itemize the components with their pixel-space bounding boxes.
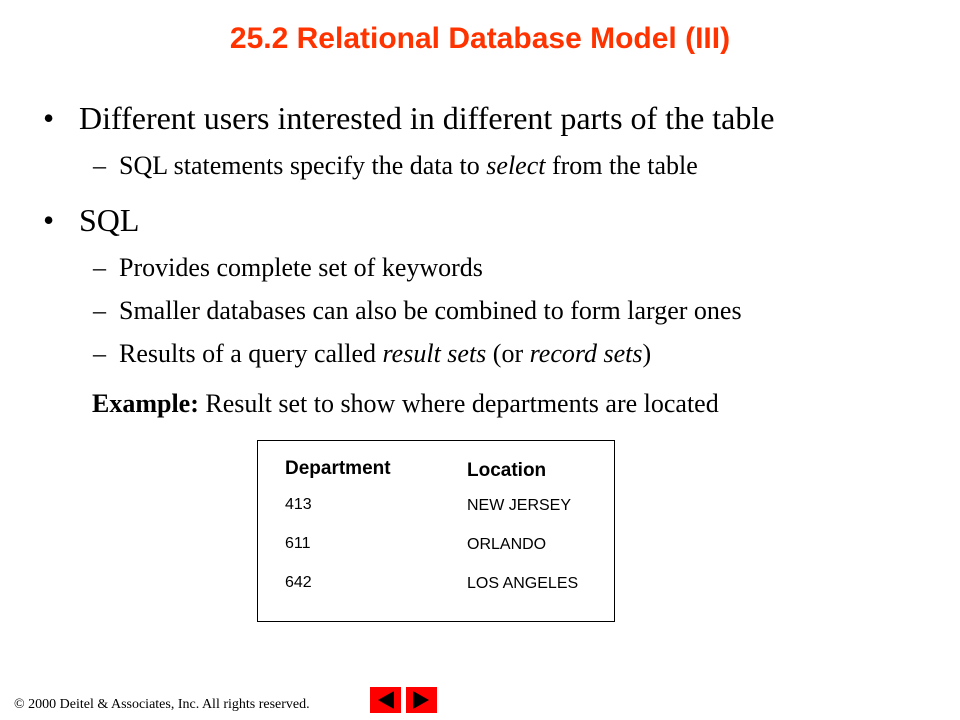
dash-symbol: – [93,253,106,282]
bullet-symbol: • [43,100,55,136]
sub-bullet-item [93,339,652,369]
emphasis-text: select [486,151,546,180]
table-cell: 611 [285,535,311,552]
result-set-table [257,440,615,622]
sub-bullet-item [93,253,483,283]
text-run: ) [642,339,652,368]
copyright-footer [14,697,310,713]
table-cell: LOS ANGELES [467,575,579,592]
column-header-department: Department [285,458,391,479]
example-line [92,389,719,419]
sub-bullet-text: Smaller databases can also be combined to form larger ones [119,296,742,325]
triangle-left-icon [370,687,401,713]
text-run: from the table [545,151,698,180]
table-cell: ORLANDO [467,536,547,553]
bullet-text: Different users interested in different parts of the table [79,100,775,136]
table-cell: NEW JERSEY [467,497,572,514]
sub-bullet-item [93,151,698,181]
dash-symbol: – [93,339,106,368]
previous-slide-button[interactable] [370,687,401,713]
copyright-icon: © [14,697,25,712]
emphasis-text: result sets [382,339,487,368]
text-run: Results of a query called [119,339,383,368]
bullet-symbol: • [43,202,55,238]
copyright-text: 2000 Deitel & Associates, Inc. All rights reserved. [24,697,310,712]
column-header-location: Location [467,460,547,481]
dash-symbol: – [93,296,106,325]
sub-bullet-item [93,296,742,326]
slide-title: 25.2 Relational Database Model (III) [229,22,731,55]
emphasis-text: record sets [529,339,643,368]
sub-bullet-text: Provides complete set of keywords [119,253,483,282]
sub-bullet-text [119,339,651,369]
location-column [467,460,578,593]
table-cell: 642 [285,574,312,591]
department-column [285,458,391,592]
text-run: SQL statements specify the data to [119,151,487,180]
table-cell: 413 [285,496,312,513]
dash-symbol: – [93,151,106,180]
example-text: Result set to show where departments are located [198,389,719,418]
next-slide-button[interactable] [406,687,437,713]
example-label: Example: [92,389,199,418]
bullet-item [43,202,140,239]
sub-bullet-text [119,151,698,181]
triangle-right-icon [406,687,437,713]
text-run: (or [486,339,530,368]
bullet-item [43,100,775,137]
bullet-text: SQL [79,202,140,238]
